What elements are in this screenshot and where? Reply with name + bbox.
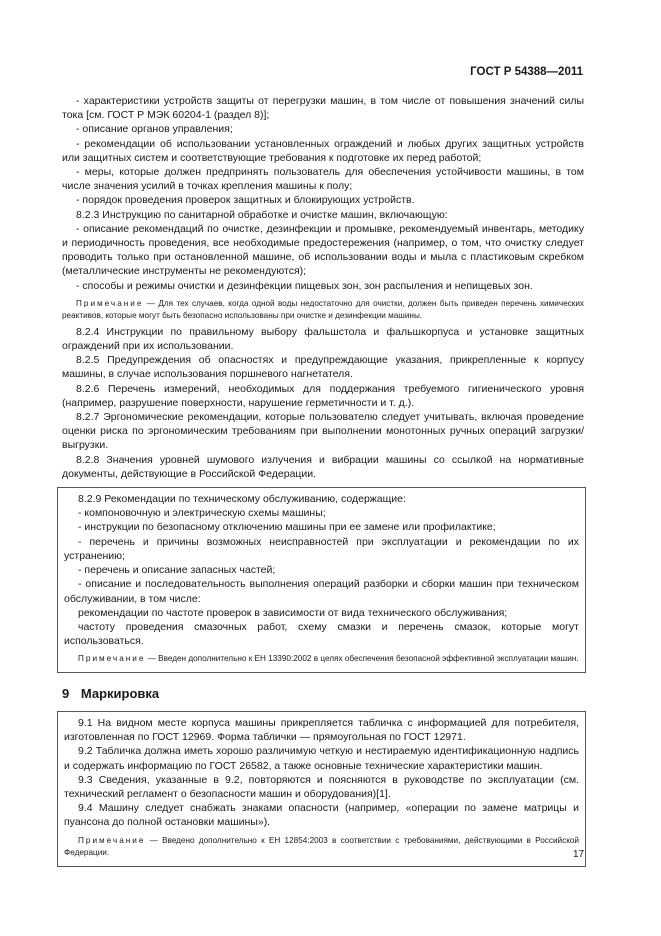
note-text: — Введен дополнительно к ЕН 13390:2002 в целях обеспечения безопасной эффективной эксплуатации машин. (147, 654, 579, 664)
list-item: - перечень и описание запасных частей; (78, 564, 276, 577)
section-heading (62, 687, 584, 701)
clause-8-2-4: 8.2.4 Инструкции по правильному выбору фальшстола и фальшкорпуса и установке защитных ограждений при их использовании. (62, 325, 584, 353)
paragraph: рекомендации по частоте проверок в зависимости от вида технического обслуживания; (78, 606, 508, 619)
clause-9-2: 9.2 Табличка должна иметь хорошо различимую четкую и нестираемую идентификационную надпись и содержать информацию по ГОСТ 26582, а также основные технические характеристики машин. (64, 745, 579, 772)
page-number: 17 (573, 849, 585, 860)
note-marking (64, 835, 579, 860)
paragraph: частоту проведения смазочных работ, схему смазки и перечень смазок, которые могут использоваться. (64, 620, 579, 648)
clause-8-2-7: 8.2.7 Эргономические рекомендации, которые пользователю следует учитывать, включая проведение оценки риска по эргономическим требованиям при выполнении монотонных ручных операций загрузки/выгрузки. (62, 411, 584, 452)
note-label: Примечание (78, 835, 146, 845)
paragraph: - описание рекомендаций по очистке, дезинфекции и промывке, рекомендуемый инвентарь, методику и периодичность проведения, все необходимые предостережения (например, о том, что очистку следует проводить только при остановленной машине, об использовании воды и мыла с пластиковым скребком (металлические инструменты не рекомендуются); (62, 222, 584, 278)
clause-8-2-8: 8.2.8 Значения уровней шумового излучения и вибрации машины со ссылкой на нормативные документы, действующие в Российской Федерации. (62, 453, 584, 480)
note-text: — Для тех случаев, когда одной воды недостаточно для очистки, должен быть приведен перечень химических реактивов, которые могут быть безопасно использованы при очистке и дезинфекции машины. (62, 298, 584, 321)
note-label: Примечание (76, 298, 144, 308)
document-header: ГОСТ Р 54388—2011 (470, 66, 583, 78)
clause-9-4: 9.4 Машину следует снабжать знаками опасности (например, «операции по замене матрицы и пуансона до полной остановки машины»). (64, 802, 579, 829)
list-item: - инструкции по безопасному отключению машины при ее замене или профилактике; (78, 521, 496, 534)
boxed-clause-8-2-9 (57, 487, 586, 673)
note-text: — Введено дополнительно к ЕН 12854:2003 в соответствии с требованиями, действующими в Российской Федерации. (64, 835, 580, 858)
paragraph: - рекомендации об использовании установленных ограждений и любых других защитных устройств или защитных систем и соответствующие требования к подготовке их перед работой; (62, 137, 584, 164)
paragraph: - меры, которые должен предпринять пользователь для обеспечения устойчивости машины, в том числе значения усилий в точках крепления машины к полу; (62, 166, 584, 193)
page-body (62, 94, 584, 867)
clause-8-2-5: 8.2.5 Предупреждения об опасностях и предупреждающие указания, прикрепленные к корпусу машины, в случае использования поршневого нагнетателя. (62, 354, 584, 381)
clause-8-2-9: 8.2.9 Рекомендации по техническому обслуживанию, содержащие: (78, 493, 406, 506)
list-item: - компоновочную и электрическую схемы машины; (78, 507, 326, 520)
list-item: - перечень и причины возможных неисправностей при эксплуатации и рекомендации по их устранению; (64, 535, 579, 562)
paragraph: - описание органов управления; (76, 123, 233, 136)
clause-8-2-6: 8.2.6 Перечень измерений, необходимых для поддержания требуемого гигиенического уровня (например, разрушение поверхности, нарушение герметичности и т. д.). (62, 382, 584, 409)
section-number: 9 (62, 685, 70, 701)
paragraph: - порядок проведения проверок защитных и блокирующих устройств. (76, 194, 415, 207)
section-title: Маркировка (80, 685, 160, 701)
note-label: Примечание (78, 654, 146, 664)
clause-9-3: 9.3 Сведения, указанные в 9.2, повторяются и поясняются в руководстве по эксплуатации (см. технический регламент о безопасности машин и оборудования)[1]. (64, 773, 579, 801)
clause-9-1: 9.1 На видном месте корпуса машины прикрепляется табличка с информацией для потребителя, изготовленная по ГОСТ 12969. Форма таблички — прямоугольная по ГОСТ 12971. (64, 717, 579, 744)
boxed-section-9 (57, 711, 586, 867)
paragraph: - характеристики устройств защиты от перегрузки машин, в том числе от повышения значений силы тока [см. ГОСТ Р МЭК 60204-1 (раздел 8)]; (62, 95, 584, 122)
list-item: - описание и последовательность выполнения операций разборки и сборки машин при техническом обслуживании, в том числе: (64, 578, 579, 605)
note-maintenance (64, 653, 579, 666)
clause-8-2-3: 8.2.3 Инструкцию по санитарной обработке и очистке машин, включающую: (76, 208, 448, 221)
paragraph: - способы и режимы очистки и дезинфекции пищевых зон, зон распыления и непищевых зон. (76, 279, 533, 292)
note-cleaning (62, 298, 584, 323)
